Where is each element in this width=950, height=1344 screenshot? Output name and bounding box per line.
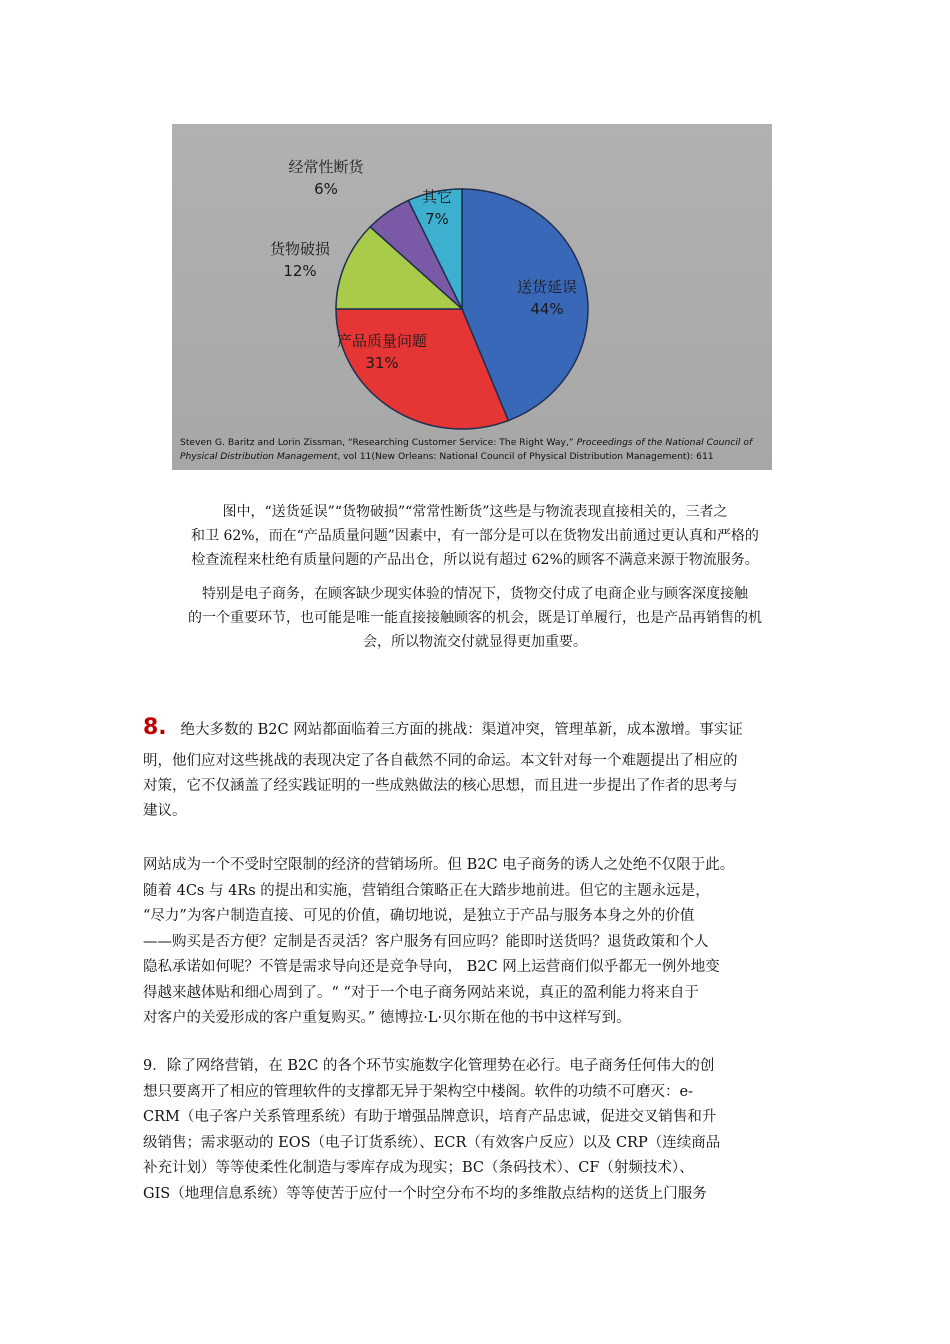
text-line: 补充计划）等等使柔性化制造与零库存成为现实；BC（条码技术）、CF（射频技术）、: [143, 1160, 694, 1176]
slice-value-label: 6%: [314, 180, 338, 198]
section-number: 8.: [143, 715, 167, 740]
text-line: CRM（电子客户关系管理系统）有助于增强品牌意识，培育产品忠诚，促进交叉销售和升: [143, 1109, 717, 1125]
paragraph-chart-explanation: [140, 500, 810, 572]
slice-value-label: 7%: [425, 210, 449, 228]
caption-text-2-italic: Physical Distribution Management: [180, 451, 338, 462]
pie-chart-figure: [172, 124, 772, 470]
slice-value-label: 12%: [283, 262, 317, 280]
text-line: 明，他们应对这些挑战的表现决定了各自截然不同的命运。本文针对每一个难题提出了相应的: [143, 753, 738, 769]
text-line: 建议。: [143, 803, 187, 819]
text-line-content: 绝大多数的 B2C 网站都面临着三方面的挑战：渠道冲突，管理革新，成本激增。事实证: [180, 722, 743, 738]
caption-text-2: , vol 11(New Orleans: National Council of Physical Distribution Management): 611: [337, 451, 714, 462]
text-line: 的一个重要环节，也可能是唯一能直接接触顾客的机会，既是订单履行，也是产品再销售的机: [188, 610, 762, 626]
text-line: 想只要离开了相应的管理软件的支撑都无异于架构空中楼阁。软件的功绩不可磨灭：e-: [143, 1083, 693, 1100]
text-line: 得越来越体贴和细心周到了。“ “对于一个电子商务网站来说，真正的盈利能力将来自于: [143, 984, 699, 1001]
text-line: 级销售；需求驱动的 EOS（电子订货系统）、ECR（有效客户反应）以及 CRP（连续商品: [143, 1134, 721, 1151]
slice-label: 经常性断货: [288, 158, 364, 176]
slice-value-label: 31%: [365, 354, 399, 372]
text-line: 隐私承诺如何呢？不管是需求导向还是竞争导向， B2C 网上运营商们似乎都无一例外地变: [143, 959, 720, 975]
paragraph-ecommerce-logistics: [140, 582, 810, 654]
slice-label: 送货延误: [516, 278, 578, 296]
text-line: “尽力”为客户制造直接、可见的价值，确切地说，是独立于产品与服务本身之外的价值: [143, 908, 695, 924]
text-line: 对客户的关爱形成的客户重复购买。” 德博拉·L·贝尔斯在他的书中这样写到。: [143, 1010, 631, 1026]
slice-label: 产品质量问题: [336, 332, 428, 350]
text-line: 图中，“送货延误”“货物破损”“常常性断货”这些是与物流表现直接相关的，三者之: [222, 504, 728, 520]
slice-value-label: 44%: [530, 300, 564, 318]
text-line: ——购买是否方便？定制是否灵活？客户服务有回应吗？能即时送货吗？退货政策和个人: [143, 933, 709, 950]
text-line: 9．除了网络营销，在 B2C 的各个环节实施数字化管理势在必行。电子商务任何伟大的创: [143, 1058, 715, 1074]
paragraph-section-9: [143, 1054, 823, 1207]
caption-text-1-italic: Proceedings of the National Council of: [576, 437, 753, 448]
caption-text-1: Steven G. Baritz and Lorin Zissman, “Researching Customer Service: The Right Way,”: [180, 437, 574, 448]
text-line: 网站成为一个不受时空限制的经济的营销场所。但 B2C 电子商务的诱人之处绝不仅限于此。: [143, 857, 735, 873]
text-line: 和卫 62%，而在“产品质量问题”因素中，有一部分是可以在货物发出前通过更认真和严格的: [191, 528, 759, 544]
text-line: 对策，它不仅涵盖了经实践证明的一些成熟做法的核心思想，而且进一步提出了作者的思考与: [143, 778, 738, 794]
text-line: GIS（地理信息系统）等等使苦于应付一个时空分布不均的多维散点结构的送货上门服务: [143, 1185, 707, 1202]
slice-label: 其它: [421, 188, 453, 206]
paragraph-b2c-marketing: [143, 853, 823, 1032]
text-line: 特别是电子商务，在顾客缺少现实体验的情况下，货物交付成了电商企业与顾客深度接触: [202, 586, 748, 602]
text-line: 检查流程来杜绝有质量问题的产品出仓，所以说有超过 62%的顾客不满意来源于物流服务。: [191, 552, 759, 568]
text-line: [143, 715, 823, 743]
chart-caption: [180, 436, 765, 464]
text-line: 随着 4Cs 与 4Rs 的提出和实施，营销组合策略正在大踏步地前进。但它的主题永远是，: [143, 882, 710, 899]
pie-chart: [172, 124, 772, 434]
slice-label: 货物破损: [269, 240, 331, 258]
section-8: [143, 715, 823, 824]
text-line: 会，所以物流交付就显得更加重要。: [363, 634, 587, 650]
